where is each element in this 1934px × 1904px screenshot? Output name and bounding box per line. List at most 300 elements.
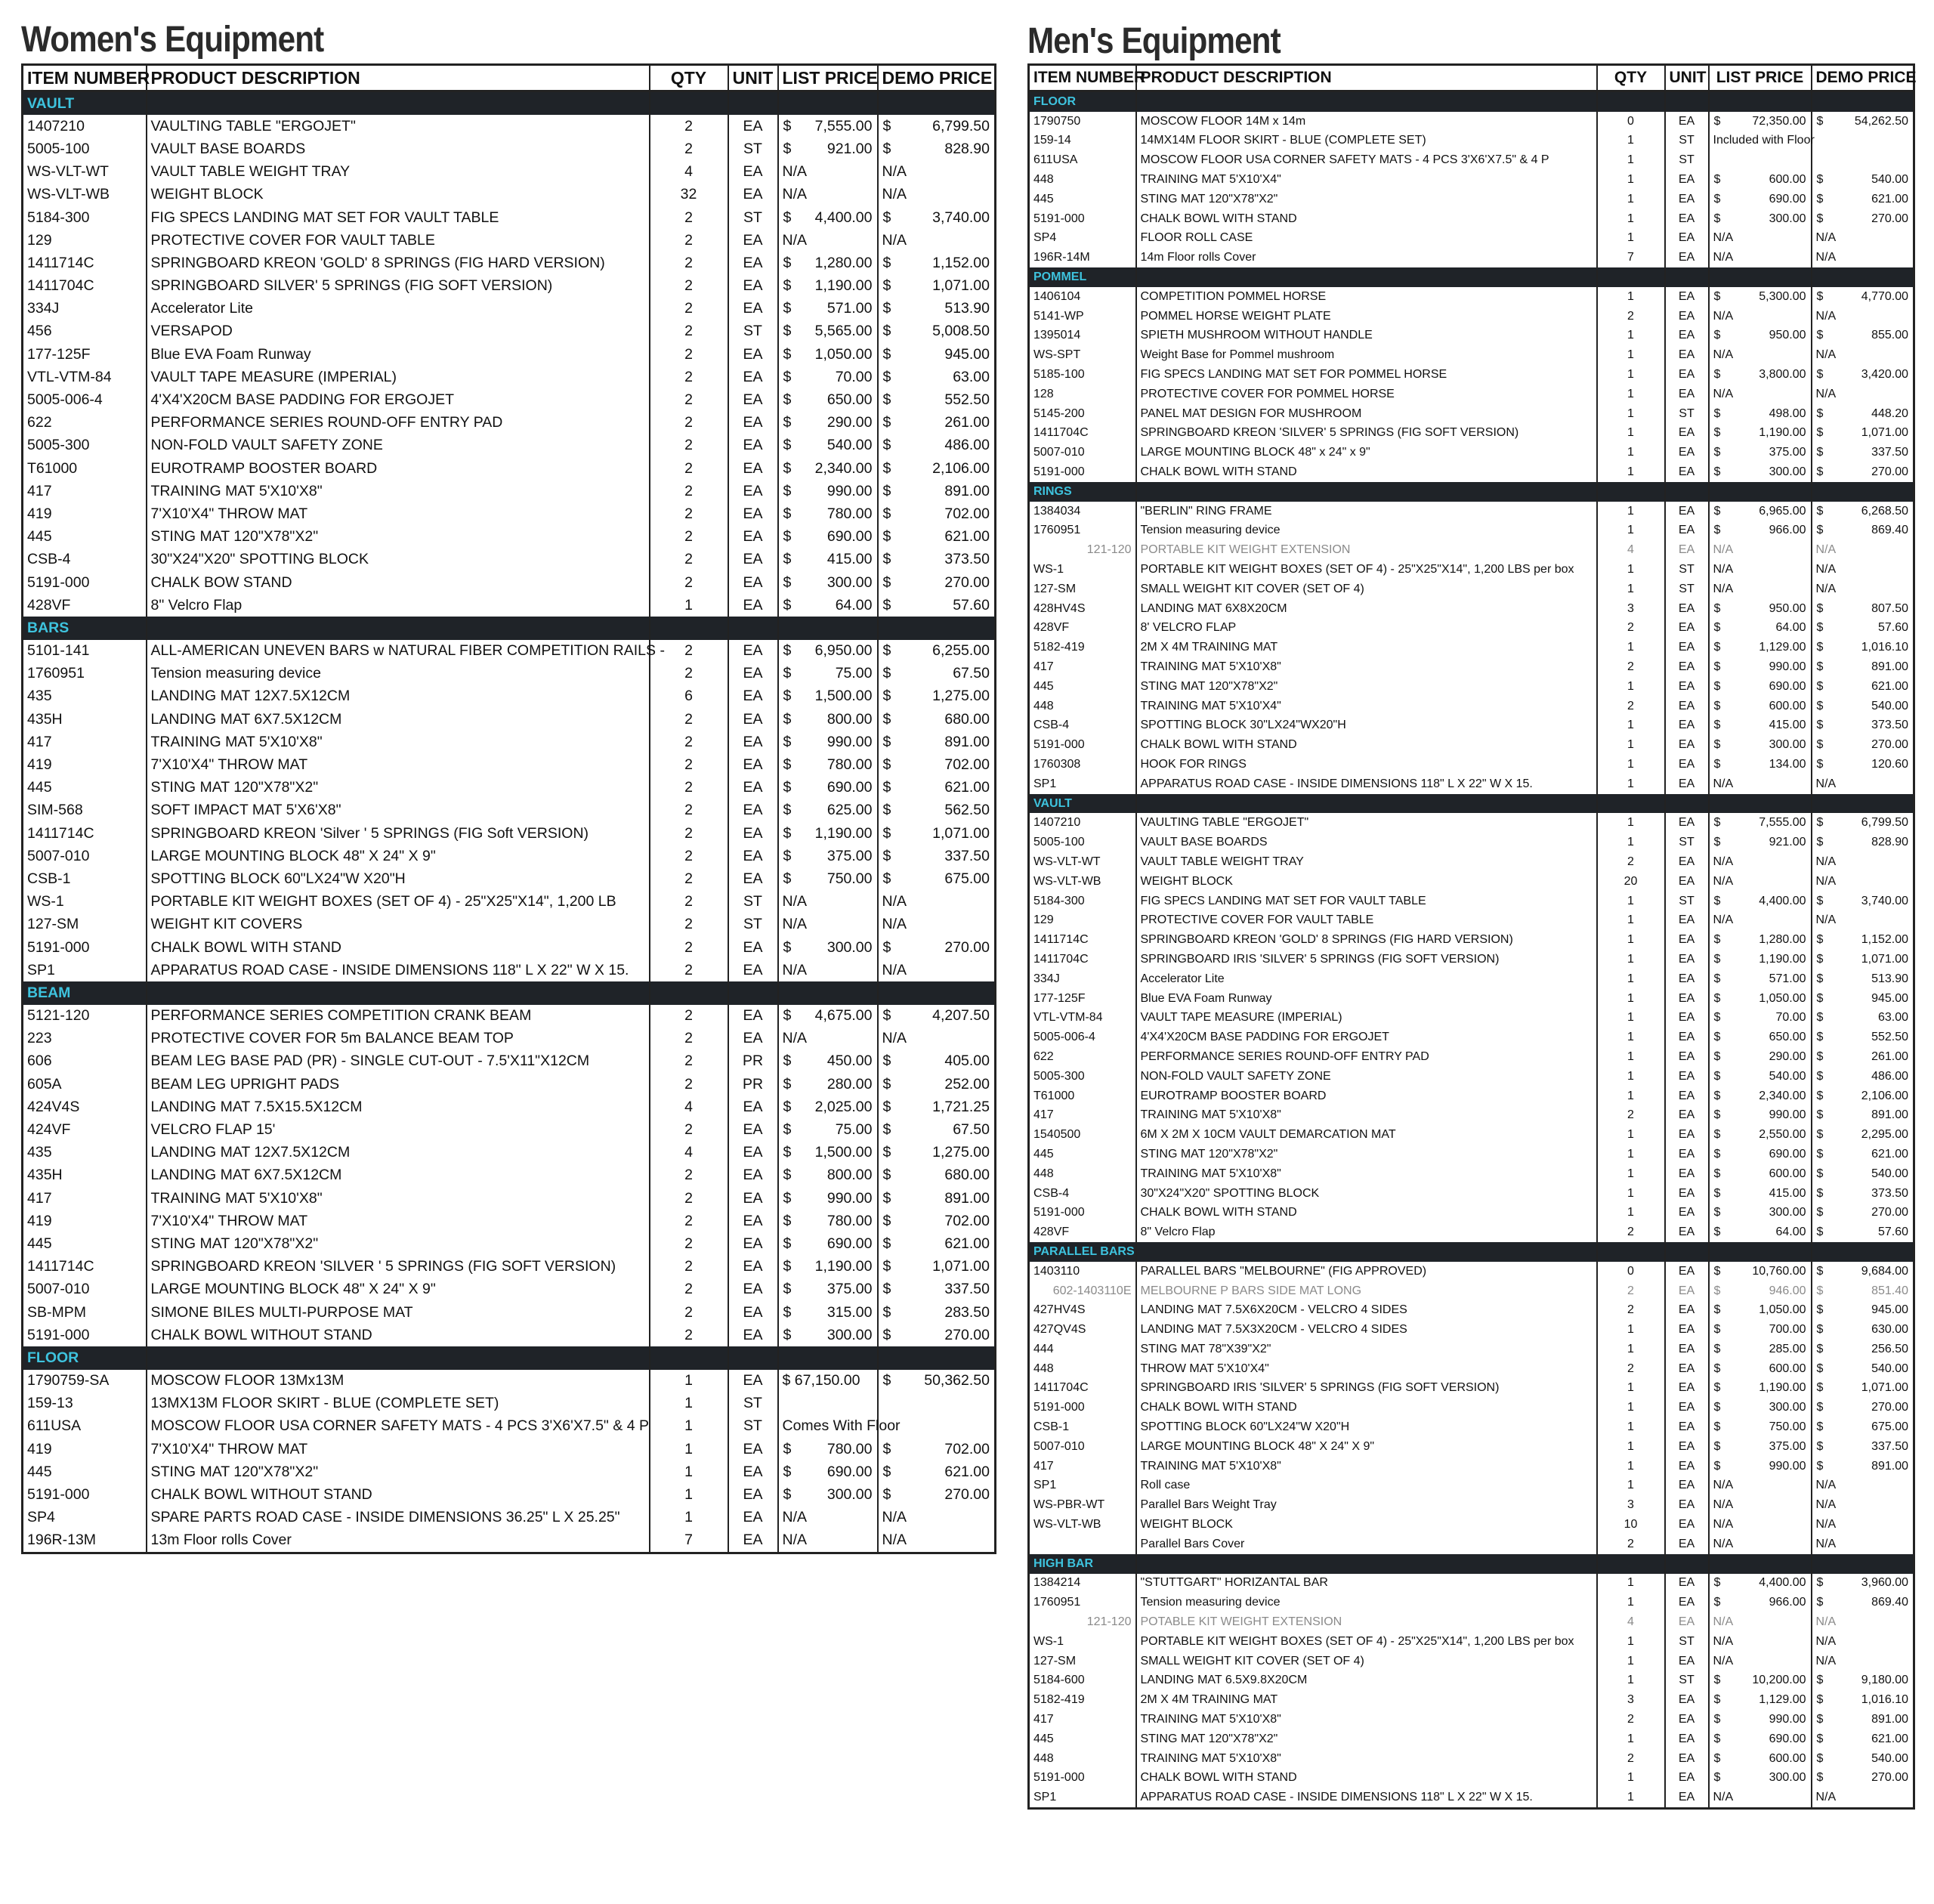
qty-cell: 1	[650, 1415, 728, 1438]
demo-price-value	[883, 848, 990, 865]
item-number-cell: 456	[23, 320, 147, 343]
amount: 6,255.00	[932, 642, 990, 660]
table-row	[1029, 1028, 1914, 1047]
currency-symbol: $	[1713, 836, 1721, 849]
amount: 1,190.00	[1759, 1381, 1806, 1395]
unit-cell: EA	[1665, 1086, 1709, 1106]
list-price-value	[783, 1076, 873, 1093]
demo-price-cell	[1812, 697, 1914, 716]
demo-price-value	[883, 118, 990, 135]
table-row	[23, 1005, 996, 1028]
amount: 1,152.00	[1861, 933, 1908, 947]
unit-cell: EA	[728, 1187, 778, 1210]
currency-symbol: $	[783, 596, 792, 614]
demo-price-value	[1817, 992, 1909, 1006]
demo-price-cell	[1812, 1398, 1914, 1417]
currency-symbol: $	[783, 140, 792, 157]
qty-cell: 1	[1597, 1320, 1665, 1340]
currency-symbol: $	[1713, 991, 1721, 1005]
product-description-cell: SPRINGBOARD KREON 'SILVER ' 5 SPRINGS (FIG SOFT VERSION)	[147, 1256, 650, 1278]
unit-cell: EA	[1665, 1710, 1709, 1729]
item-number-cell: 622	[1029, 1047, 1136, 1067]
list-price-cell: N/A	[1709, 1652, 1812, 1671]
currency-symbol: $	[1816, 1206, 1824, 1219]
product-description-cell: VAULT TAPE MEASURE (IMPERIAL)	[1136, 1008, 1597, 1028]
demo-price-value	[1817, 1284, 1909, 1298]
product-description-cell: TRAINING MAT 5'X10'X8"	[1136, 1164, 1597, 1184]
table-row	[1029, 1203, 1914, 1222]
unit-cell: EA	[728, 549, 778, 571]
product-description-cell: LARGE MOUNTING BLOCK 48" X 24" X 9"	[147, 845, 650, 867]
demo-price-cell: N/A	[1812, 248, 1914, 267]
list-price-cell	[1709, 1417, 1812, 1437]
currency-symbol: $	[1713, 952, 1721, 966]
amount: 600.00	[1769, 1751, 1806, 1765]
unit-cell: ST	[1665, 150, 1709, 170]
product-description-cell: MELBOURNE P BARS SIDE MAT LONG	[1136, 1281, 1597, 1301]
table-row	[23, 1118, 996, 1141]
demo-price-cell: N/A	[1812, 1652, 1914, 1671]
demo-price-cell	[878, 1118, 996, 1141]
unit-cell: EA	[1665, 1105, 1709, 1125]
item-number-cell: 428VF	[1029, 619, 1136, 638]
currency-symbol: $	[1713, 524, 1721, 537]
demo-price-value	[883, 505, 990, 523]
womens-equipment-panel	[21, 17, 994, 1554]
table-row	[23, 138, 996, 160]
amount: 415.00	[1769, 719, 1806, 732]
amount: 552.50	[1871, 1031, 1908, 1044]
list-price-value	[1714, 407, 1806, 421]
list-price-value	[783, 1441, 873, 1458]
currency-symbol: $	[1816, 1596, 1824, 1609]
amount: 64.00	[1775, 621, 1806, 635]
currency-symbol: $	[783, 1486, 792, 1504]
list-price-value	[783, 1327, 873, 1344]
list-price-cell: N/A	[1709, 229, 1812, 249]
demo-price-value	[1817, 1752, 1909, 1766]
amount: 1,275.00	[932, 1144, 990, 1161]
qty-cell: 1	[650, 1507, 728, 1529]
qty-cell: 1	[1597, 1652, 1665, 1671]
unit-cell: EA	[728, 480, 778, 502]
qty-cell: 1	[1597, 462, 1665, 482]
amount: 828.90	[944, 140, 990, 157]
unit-cell: EA	[1665, 1535, 1709, 1554]
table-row	[23, 1301, 996, 1324]
item-number-cell: 128	[1029, 385, 1136, 404]
currency-symbol: $	[1816, 1226, 1824, 1239]
header-unit: UNIT	[728, 65, 778, 91]
amount: 990.00	[1769, 1713, 1806, 1726]
product-description-cell: MOSCOW FLOOR 14M x 14m	[1136, 112, 1597, 131]
unit-cell: EA	[1665, 813, 1709, 833]
amount: 1,190.00	[1759, 952, 1806, 966]
qty-cell: 1	[650, 1370, 728, 1392]
unit-cell: EA	[1665, 1515, 1709, 1535]
amount: 600.00	[1769, 1167, 1806, 1180]
qty-cell: 1	[1597, 170, 1665, 190]
currency-symbol: $	[1816, 719, 1824, 732]
list-price-cell	[1709, 1340, 1812, 1359]
amount: 1,050.00	[1759, 1303, 1806, 1317]
product-description-cell: CHALK BOWL WITH STAND	[1136, 1203, 1597, 1222]
amount: 540.00	[1871, 699, 1908, 712]
section-row	[23, 91, 996, 116]
qty-cell: 2	[650, 320, 728, 343]
list-price-cell	[778, 799, 878, 822]
table-row	[23, 1370, 996, 1392]
item-number-cell: WS-SPT	[1029, 345, 1136, 365]
list-price-value	[1714, 1713, 1806, 1726]
demo-price-cell	[1812, 1379, 1914, 1399]
list-price-value	[1714, 1752, 1806, 1766]
currency-symbol: $	[1816, 212, 1824, 225]
amount: 1,071.00	[932, 277, 990, 295]
section-spacer	[650, 91, 728, 116]
unit-cell: EA	[1665, 1028, 1709, 1047]
section-spacer	[1597, 794, 1665, 814]
table-row	[23, 663, 996, 685]
list-price-cell	[1709, 1028, 1812, 1047]
product-description-cell: VAULT BASE BOARDS	[1136, 833, 1597, 852]
product-description-cell: LARGE MOUNTING BLOCK 48" x 24" x 9"	[1136, 443, 1597, 462]
product-description-cell: CHALK BOWL WITHOUT STAND	[147, 1324, 650, 1346]
product-description-cell: CHALK BOWL WITH STAND	[1136, 735, 1597, 755]
item-number-cell: 5191-000	[1029, 462, 1136, 482]
qty-cell: 2	[650, 526, 728, 549]
table-row	[1029, 112, 1914, 131]
currency-symbol: $	[1713, 660, 1721, 673]
table-row	[1029, 1632, 1914, 1652]
currency-symbol: $	[783, 1144, 792, 1161]
product-description-cell: SPRINGBOARD IRIS 'SILVER' 5 SPRINGS (FIG SOFT VERSION)	[1136, 950, 1597, 969]
unit-cell: EA	[728, 388, 778, 411]
currency-symbol: $	[1816, 1732, 1824, 1745]
demo-price-cell	[1812, 424, 1914, 444]
list-price-value	[783, 756, 873, 774]
currency-symbol: $	[1713, 329, 1721, 342]
list-price-cell	[778, 1096, 878, 1118]
unit-cell: EA	[728, 434, 778, 457]
amount: 57.60	[953, 596, 990, 614]
table-row	[1029, 1300, 1914, 1320]
currency-symbol: $	[1816, 991, 1824, 1005]
qty-cell: 2	[650, 1256, 728, 1278]
currency-symbol: $	[783, 323, 792, 340]
qty-cell: 1	[1597, 716, 1665, 736]
qty-cell: 1	[1597, 1145, 1665, 1164]
currency-symbol: $	[1816, 1420, 1824, 1434]
list-price-value	[1714, 1108, 1806, 1122]
table-row	[1029, 735, 1914, 755]
product-description-cell: WEIGHT KIT COVERS	[147, 913, 650, 936]
product-description-cell: TRAINING MAT 5'X10'X8"	[1136, 1710, 1597, 1729]
currency-symbol: $	[882, 756, 891, 774]
currency-symbol: $	[1713, 601, 1721, 615]
header-product-description: PRODUCT DESCRIPTION	[147, 65, 650, 91]
product-description-cell: TRAINING MAT 5'X10'X8"	[1136, 657, 1597, 677]
amount: 630.00	[1871, 1323, 1908, 1337]
item-number-cell: 5191-000	[23, 1324, 147, 1346]
currency-symbol: $	[1713, 406, 1721, 420]
amount: 540.00	[1871, 1362, 1908, 1375]
list-price-cell	[1709, 638, 1812, 657]
amount: 800.00	[826, 710, 873, 728]
list-price-value	[783, 437, 873, 454]
amount: 621.00	[1871, 679, 1908, 693]
product-description-cell: Tension measuring device	[1136, 1593, 1597, 1612]
currency-symbol: $	[1713, 446, 1721, 459]
qty-cell: 1	[1597, 677, 1665, 697]
amount: 690.00	[1769, 1732, 1806, 1745]
list-price-cell	[778, 1278, 878, 1301]
qty-cell: 2	[650, 298, 728, 320]
list-price-cell	[1709, 326, 1812, 346]
list-price-value	[783, 391, 873, 409]
item-number-cell: 5191-000	[1029, 735, 1136, 755]
demo-price-value	[883, 597, 990, 614]
amount: 552.50	[944, 391, 990, 409]
currency-symbol: $	[783, 1326, 792, 1343]
demo-price-cell	[1812, 462, 1914, 482]
section-spacer	[1812, 482, 1914, 502]
qty-cell: 2	[650, 115, 728, 138]
section-spacer	[878, 981, 996, 1004]
currency-symbol: $	[882, 1052, 891, 1070]
currency-symbol: $	[1816, 660, 1824, 673]
qty-cell: 2	[650, 1028, 728, 1050]
product-description-cell: VERSAPOD	[147, 320, 650, 343]
table-row	[1029, 1145, 1914, 1164]
product-description-cell: 30"X24"X20" SPOTTING BLOCK	[147, 549, 650, 571]
item-number-cell: 1790750	[1029, 112, 1136, 131]
qty-cell: 2	[650, 663, 728, 685]
amount: 337.50	[1871, 446, 1908, 459]
list-price-value	[783, 1304, 873, 1321]
currency-symbol: $	[1816, 406, 1824, 420]
table-row	[1029, 657, 1914, 677]
qty-cell: 1	[650, 594, 728, 617]
list-price-cell	[1709, 443, 1812, 462]
demo-price-value	[1817, 407, 1909, 421]
demo-price-cell	[1812, 619, 1914, 638]
product-description-cell: 7'X10'X4" THROW MAT	[147, 1438, 650, 1460]
list-price-value	[783, 711, 873, 728]
amount: 702.00	[944, 1212, 990, 1229]
currency-symbol: $	[1816, 1303, 1824, 1317]
product-description-cell: SPIETH MUSHROOM WITHOUT HANDLE	[1136, 326, 1597, 346]
amount: 1,016.10	[1861, 641, 1908, 654]
item-number-cell: 424VF	[23, 1118, 147, 1141]
demo-price-cell	[878, 867, 996, 890]
amount: 800.00	[826, 1167, 873, 1184]
amount: 1,016.10	[1861, 1693, 1908, 1707]
section-spacer	[1709, 482, 1812, 502]
currency-symbol: $	[882, 345, 891, 363]
amount: 63.00	[1877, 1011, 1908, 1025]
currency-symbol: $	[1816, 757, 1824, 771]
amount: 270.00	[1871, 1401, 1908, 1414]
list-price-cell: N/A	[1709, 1515, 1812, 1535]
table-row	[23, 891, 996, 913]
table-row	[1029, 131, 1914, 151]
unit-cell: EA	[1665, 1184, 1709, 1204]
amount: 1,071.00	[1861, 426, 1908, 440]
amount: 300.00	[826, 1326, 873, 1343]
amount: 750.00	[826, 870, 873, 887]
unit-cell: ST	[728, 320, 778, 343]
currency-symbol: $	[783, 277, 792, 295]
unit-cell: EA	[728, 1483, 778, 1506]
unit-cell: ST	[728, 1415, 778, 1438]
item-number-cell: WS-VLT-WB	[1029, 872, 1136, 892]
list-price-cell	[778, 1187, 878, 1210]
currency-symbol: $	[1816, 621, 1824, 635]
demo-price-cell	[1812, 1749, 1914, 1769]
product-description-cell: PORTABLE KIT WEIGHT BOXES (SET OF 4) - 25"X25"X14", 1,200 LBS per box	[1136, 1632, 1597, 1652]
section-spacer	[728, 91, 778, 116]
currency-symbol: $	[1713, 1128, 1721, 1142]
currency-symbol: $	[1816, 1674, 1824, 1687]
currency-symbol: $	[882, 1303, 891, 1321]
unit-cell: EA	[1665, 1320, 1709, 1340]
demo-price-value	[883, 1121, 990, 1139]
list-price-value	[1714, 1128, 1806, 1142]
item-number-cell: 1411704C	[23, 275, 147, 298]
list-price-cell: N/A	[1709, 385, 1812, 404]
demo-price-cell	[1812, 1164, 1914, 1184]
item-number-cell: 5005-006-4	[1029, 1028, 1136, 1047]
item-number-cell: CSB-1	[23, 867, 147, 890]
list-price-cell: N/A	[1709, 1788, 1812, 1808]
amount: 680.00	[944, 710, 990, 728]
amount: 780.00	[826, 505, 873, 522]
amount: 300.00	[1769, 1401, 1806, 1414]
unit-cell: EA	[728, 777, 778, 799]
currency-symbol: $	[1816, 679, 1824, 693]
demo-price-value	[1817, 1303, 1909, 1317]
qty-cell: 2	[650, 799, 728, 822]
amount: 621.00	[1871, 1732, 1908, 1745]
amount: 1,275.00	[932, 688, 990, 705]
table-row	[23, 1073, 996, 1096]
amount: 690.00	[826, 1235, 873, 1252]
table-row	[1029, 1515, 1914, 1535]
list-price-cell	[778, 845, 878, 867]
currency-symbol: $	[1713, 1674, 1721, 1687]
qty-cell: 1	[1597, 404, 1665, 424]
unit-cell: EA	[728, 959, 778, 981]
demo-price-value	[883, 1486, 990, 1504]
table-row	[1029, 950, 1914, 969]
currency-symbol: $	[1816, 192, 1824, 206]
section-row	[1029, 794, 1914, 814]
list-price-value	[783, 255, 873, 272]
currency-symbol: $	[1713, 1381, 1721, 1395]
list-price-cell	[778, 731, 878, 753]
demo-price-cell: N/A	[878, 913, 996, 936]
unit-cell: EA	[1665, 1612, 1709, 1632]
demo-price-cell	[1812, 150, 1914, 170]
demo-price-cell	[1812, 131, 1914, 151]
table-row	[23, 502, 996, 525]
demo-price-cell	[1812, 989, 1914, 1009]
product-description-cell: CHALK BOWL WITHOUT STAND	[147, 1483, 650, 1506]
table-row	[23, 867, 996, 890]
qty-cell: 4	[1597, 1612, 1665, 1632]
table-row	[1029, 1437, 1914, 1457]
currency-symbol: $	[882, 323, 891, 340]
product-description-cell: TRAINING MAT 5'X10'X8"	[147, 1187, 650, 1210]
table-row	[1029, 1398, 1914, 1417]
qty-cell: 7	[650, 1529, 728, 1553]
list-price-cell: Comes With Floor	[778, 1415, 878, 1438]
section-title: VAULT	[23, 91, 147, 116]
list-price-cell	[1709, 462, 1812, 482]
table-row	[1029, 1184, 1914, 1204]
unit-cell: EA	[728, 1142, 778, 1164]
amount: 950.00	[1769, 601, 1806, 615]
item-number-cell: 1411714C	[1029, 930, 1136, 950]
demo-price-cell: N/A	[1812, 1535, 1914, 1554]
section-row	[23, 617, 996, 639]
demo-price-value	[1817, 680, 1909, 694]
list-price-value	[783, 460, 873, 478]
qty-cell: 2	[650, 753, 728, 776]
item-number-cell: WS-1	[1029, 1632, 1136, 1652]
currency-symbol: $	[1816, 1342, 1824, 1355]
qty-cell: 1	[1597, 1379, 1665, 1399]
list-price-value	[1714, 115, 1806, 128]
table-row	[1029, 813, 1914, 833]
list-price-cell	[1709, 735, 1812, 755]
table-row	[23, 1415, 996, 1438]
currency-symbol: $	[1713, 1693, 1721, 1707]
currency-symbol: $	[882, 254, 891, 271]
unit-cell: EA	[1665, 1145, 1709, 1164]
section-row	[1029, 91, 1914, 112]
amount: 375.00	[1769, 1439, 1806, 1453]
currency-symbol: $	[783, 368, 792, 385]
item-number-cell: 5184-600	[1029, 1671, 1136, 1691]
unit-cell: EA	[728, 526, 778, 549]
item-number-cell: 445	[23, 1460, 147, 1483]
currency-symbol: $	[783, 665, 792, 682]
product-description-cell: CHALK BOWL WITH STAND	[1136, 1398, 1597, 1417]
demo-price-value	[1817, 719, 1909, 732]
currency-symbol: $	[882, 733, 891, 750]
currency-symbol: $	[882, 368, 891, 385]
currency-symbol: $	[783, 1121, 792, 1139]
unit-cell: EA	[728, 161, 778, 184]
list-price-value	[1714, 972, 1806, 986]
demo-price-value	[1817, 465, 1909, 479]
qty-cell: 1	[1597, 1729, 1665, 1749]
unit-cell: EA	[1665, 209, 1709, 229]
table-row	[23, 822, 996, 845]
section-spacer	[728, 1346, 778, 1369]
amount: 1,129.00	[1759, 641, 1806, 654]
table-row	[23, 161, 996, 184]
list-price-cell	[1709, 1729, 1812, 1749]
demo-price-value	[1817, 446, 1909, 459]
list-price-cell	[778, 571, 878, 594]
table-row	[23, 1392, 996, 1415]
qty-cell: 2	[650, 457, 728, 480]
product-description-cell: STING MAT 120"X78"X2"	[1136, 1145, 1597, 1164]
table-row	[1029, 248, 1914, 267]
